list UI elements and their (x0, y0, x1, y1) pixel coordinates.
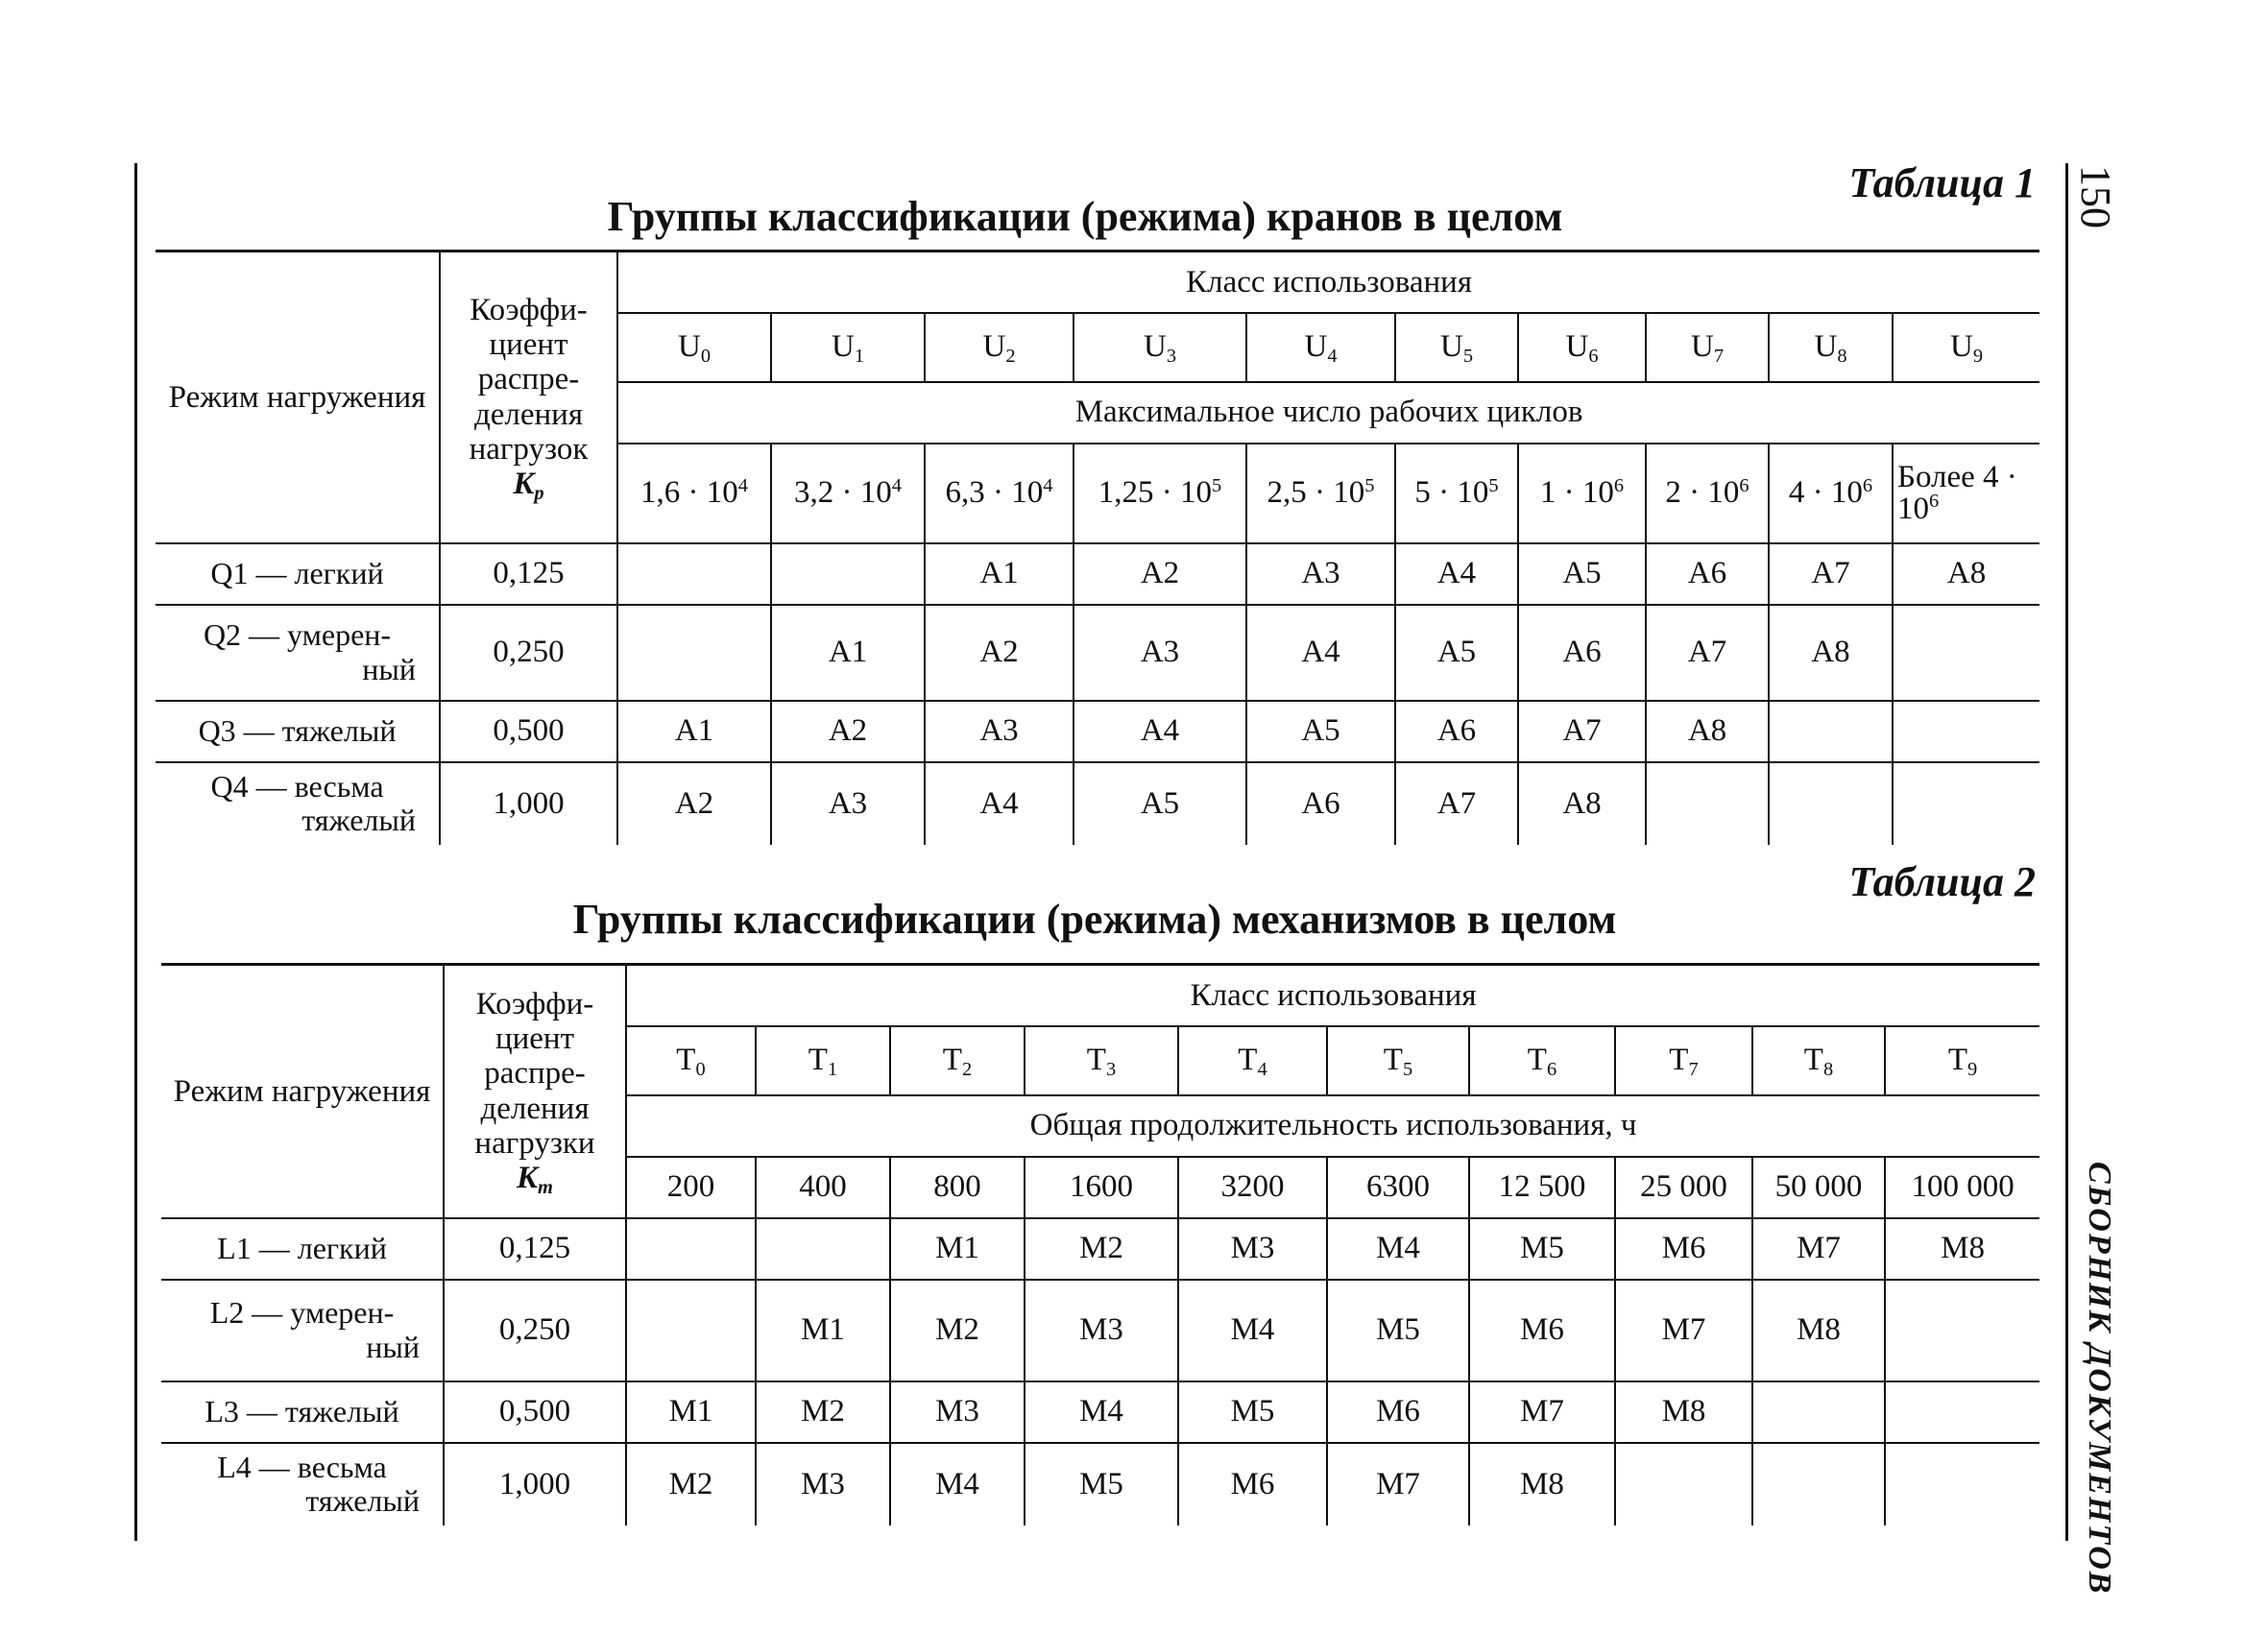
group-cell: A6 (1246, 762, 1395, 845)
group-cell: A7 (1646, 605, 1769, 701)
row-regime (161, 1381, 444, 1443)
coefficient-symbol-base: K (513, 467, 535, 502)
table-row (156, 605, 2039, 701)
class-symbol: U (1565, 329, 1589, 365)
group-cell: A3 (1074, 605, 1246, 701)
class-symbol: U (1304, 329, 1328, 365)
class-subscript: 4 (1257, 1059, 1267, 1081)
group-cell: A8 (1646, 701, 1769, 762)
class-subscript: 3 (1166, 346, 1177, 368)
group-cell: A1 (617, 701, 771, 762)
coefficient-symbol-sub: p (534, 483, 544, 505)
class-cell (1615, 1026, 1752, 1095)
class-cell (617, 313, 771, 382)
metric-value-cell (1469, 1157, 1615, 1218)
group-cell (1769, 762, 1893, 845)
metric-value: 2 · 10 (1665, 475, 1740, 511)
group-cell: A4 (1395, 543, 1518, 605)
metric-value-cell (925, 444, 1074, 543)
class-subscript: 7 (1713, 346, 1725, 368)
class-symbol: T (1669, 1043, 1689, 1078)
group-cell (756, 1218, 890, 1280)
header-row (156, 252, 2039, 313)
group-cell: M8 (1752, 1280, 1885, 1381)
group-cell: M7 (1327, 1443, 1469, 1525)
class-subscript: 8 (1822, 1059, 1834, 1081)
group-cell: A4 (1246, 605, 1395, 701)
group-cell (617, 605, 771, 701)
class-symbol: U (1950, 329, 1973, 365)
class-subscript: 0 (700, 346, 712, 368)
row-regime (156, 543, 440, 605)
metric-exponent: 4 (891, 475, 902, 497)
group-cell: M6 (1469, 1280, 1615, 1381)
group-cell (1769, 701, 1893, 762)
class-cell (1893, 313, 2039, 382)
coefficient-header-label: Коэффи- циент распре- деления нагрузки (474, 986, 595, 1162)
row-regime-line1: L2 — умерен- (209, 1295, 395, 1331)
class-cell (1518, 313, 1646, 382)
class-subscript: 4 (1327, 346, 1338, 368)
table1-caption: Таблица 1 (1848, 159, 2036, 206)
row-regime (156, 605, 440, 701)
metric-value-cell (1615, 1157, 1752, 1218)
metric-value-cell (1752, 1157, 1885, 1218)
group-cell: A2 (617, 762, 771, 845)
table-row (161, 1218, 2039, 1280)
class-header: Класс использования (617, 252, 2039, 313)
row-regime (156, 762, 440, 845)
group-cell (617, 543, 771, 605)
group-cell: M2 (1025, 1218, 1178, 1280)
group-cell: A2 (925, 605, 1074, 701)
right-margin-rule (2065, 163, 2068, 1541)
metric-exponent: 4 (1043, 475, 1053, 497)
class-subscript: 6 (1588, 346, 1599, 368)
metric-value-cell (1769, 444, 1893, 543)
metric-exponent: 6 (1739, 475, 1749, 497)
class-symbol: U (677, 329, 701, 365)
class-cell (1327, 1026, 1469, 1095)
group-cell (1646, 762, 1769, 845)
group-cell: M7 (1615, 1280, 1752, 1381)
group-cell: M5 (1327, 1280, 1469, 1381)
book-title: СБОРНИК ДОКУМЕНТОВ (2082, 1162, 2117, 1596)
metric-value: 6300 (1366, 1169, 1430, 1205)
class-cell (1025, 1026, 1178, 1095)
metric-value: 3200 (1220, 1169, 1285, 1205)
class-subscript: 2 (1005, 346, 1016, 368)
class-subscript: 8 (1837, 346, 1847, 368)
class-symbol: U (1690, 329, 1714, 365)
table2-caption: Таблица 2 (1848, 858, 2036, 905)
metric-value-cell (890, 1157, 1025, 1218)
coefficient-header-label: Коэффи- циент распре- деления нагрузок (469, 292, 589, 468)
group-cell: A7 (1518, 701, 1646, 762)
metric-value: 1600 (1070, 1169, 1133, 1205)
metric-value: 1,6 · 10 (640, 475, 738, 511)
class-symbol: T (1947, 1043, 1968, 1078)
class-cell (1769, 313, 1893, 382)
row-coefficient: 1,000 (444, 1443, 626, 1525)
metric-value: 6,3 · 10 (945, 475, 1044, 511)
row-regime-line1: Q3 — тяжелый (198, 712, 397, 748)
class-symbol: T (1086, 1043, 1106, 1078)
row-regime-line2: тяжелый (302, 803, 416, 837)
class-subscript: 1 (827, 1059, 838, 1081)
group-cell: A6 (1395, 701, 1518, 762)
group-cell: A6 (1646, 543, 1769, 605)
class-cell (1395, 313, 1518, 382)
group-cell: M4 (1178, 1280, 1327, 1381)
group-cell: M5 (1025, 1443, 1178, 1525)
class-symbol: T (1527, 1043, 1547, 1078)
group-cell: M1 (756, 1280, 890, 1381)
metric-value: 5 · 10 (1414, 475, 1489, 511)
class-symbol: U (831, 329, 855, 365)
metric-value: Более 4 · 10 (1897, 459, 2017, 526)
class-subscript: 6 (1546, 1059, 1557, 1081)
table-row (156, 701, 2039, 762)
metric-exponent: 5 (1364, 475, 1375, 497)
group-cell: A7 (1395, 762, 1518, 845)
group-cell (1752, 1381, 1885, 1443)
class-cell (756, 1026, 890, 1095)
group-cell (1885, 1381, 2039, 1443)
group-cell (626, 1280, 756, 1381)
metric-value-cell (771, 444, 925, 543)
table-row (156, 762, 2039, 845)
group-cell: A3 (771, 762, 925, 845)
class-subscript: 9 (1972, 346, 1984, 368)
group-cell: A1 (925, 543, 1074, 605)
group-cell (1893, 701, 2039, 762)
metric-value: 400 (799, 1169, 847, 1205)
class-subscript: 0 (695, 1059, 706, 1081)
group-cell: M2 (756, 1381, 890, 1443)
class-cell (1074, 313, 1246, 382)
group-cell: M6 (1327, 1381, 1469, 1443)
metric-value-cell (617, 444, 771, 543)
group-cell (626, 1218, 756, 1280)
metric-value-cell (1893, 444, 2039, 543)
row-coefficient: 0,500 (444, 1381, 626, 1443)
metric-value-cell (1646, 444, 1769, 543)
group-cell (1885, 1443, 2039, 1525)
group-cell: M5 (1178, 1381, 1327, 1443)
group-cell: A5 (1074, 762, 1246, 845)
metric-header: Общая продолжительность использования, ч (626, 1095, 2039, 1157)
regime-header (156, 252, 440, 543)
table-row (161, 1381, 2039, 1443)
metric-value: 1 · 10 (1539, 475, 1614, 511)
class-cell (771, 313, 925, 382)
group-cell: M1 (626, 1381, 756, 1443)
group-cell: A8 (1769, 605, 1893, 701)
group-cell: A2 (771, 701, 925, 762)
class-cell (925, 313, 1074, 382)
metric-exponent: 4 (737, 475, 748, 497)
metric-value: 1,25 · 10 (1098, 475, 1213, 511)
group-cell: A5 (1518, 543, 1646, 605)
metric-value: 12 500 (1498, 1169, 1586, 1205)
class-symbol: T (942, 1043, 962, 1078)
group-cell: A8 (1893, 543, 2039, 605)
table2 (161, 963, 2039, 1525)
metric-value-cell (1518, 444, 1646, 543)
group-cell (1615, 1443, 1752, 1525)
class-symbol: U (982, 329, 1006, 365)
row-regime (156, 701, 440, 762)
page-number: 150 (2072, 165, 2119, 228)
metric-exponent: 6 (1929, 491, 1940, 513)
row-regime-line2: тяжелый (305, 1483, 420, 1518)
table2-title: Группы классификации (режима) механизмов в целом (572, 896, 1617, 943)
group-cell: A8 (1518, 762, 1646, 845)
metric-header: Максимальное число рабочих циклов (617, 382, 2039, 444)
row-coefficient: 0,125 (444, 1218, 626, 1280)
coefficient-symbol-sub: m (538, 1177, 553, 1199)
table-row (156, 543, 2039, 605)
class-subscript: 7 (1688, 1059, 1699, 1081)
group-cell (1885, 1280, 2039, 1381)
row-coefficient: 1,000 (440, 762, 617, 845)
class-cell (890, 1026, 1025, 1095)
metric-exponent: 5 (1488, 475, 1499, 497)
left-margin-rule (134, 163, 137, 1541)
metric-exponent: 6 (1613, 475, 1625, 497)
group-cell: M3 (756, 1443, 890, 1525)
table-row (161, 1280, 2039, 1381)
class-subscript: 2 (961, 1059, 973, 1081)
row-regime-line1: Q4 — весьма (210, 768, 384, 804)
group-cell: M3 (1178, 1218, 1327, 1280)
group-cell: M7 (1752, 1218, 1885, 1280)
row-regime-line2: ный (366, 1329, 420, 1364)
group-cell: A7 (1769, 543, 1893, 605)
group-cell: M4 (890, 1443, 1025, 1525)
metric-value-cell (1074, 444, 1246, 543)
metric-value-cell (1178, 1157, 1327, 1218)
header-row (161, 965, 2039, 1026)
row-regime-line1: L3 — тяжелый (205, 1393, 399, 1429)
metric-value-cell (1025, 1157, 1178, 1218)
row-regime (161, 1280, 444, 1381)
metric-value: 50 000 (1774, 1169, 1863, 1205)
coefficient-symbol (517, 1161, 553, 1199)
metric-value: 100 000 (1911, 1169, 2015, 1205)
class-symbol: T (1238, 1043, 1258, 1078)
group-cell: M4 (1327, 1218, 1469, 1280)
class-subscript: 5 (1402, 1059, 1413, 1081)
group-cell: M5 (1469, 1218, 1615, 1280)
row-coefficient: 0,125 (440, 543, 617, 605)
group-cell (771, 543, 925, 605)
metric-value-cell (1327, 1157, 1469, 1218)
table1 (156, 250, 2039, 845)
group-cell: A2 (1074, 543, 1246, 605)
metric-value: 200 (666, 1169, 715, 1205)
group-cell: M8 (1615, 1381, 1752, 1443)
metric-value: 2,5 · 10 (1267, 475, 1365, 511)
group-cell: M3 (890, 1381, 1025, 1443)
row-coefficient: 0,250 (444, 1280, 626, 1381)
group-cell: A5 (1395, 605, 1518, 701)
group-cell (1893, 605, 2039, 701)
row-regime (161, 1443, 444, 1525)
coefficient-header (444, 965, 626, 1218)
group-cell: M7 (1469, 1381, 1615, 1443)
group-cell: A4 (1074, 701, 1246, 762)
class-symbol: U (1439, 329, 1463, 365)
metric-value: 800 (933, 1169, 981, 1205)
row-regime (161, 1218, 444, 1280)
row-regime-line1: Q1 — легкий (210, 555, 384, 590)
group-cell: M1 (890, 1218, 1025, 1280)
class-cell (1752, 1026, 1885, 1095)
group-cell: A6 (1518, 605, 1646, 701)
metric-value-cell (756, 1157, 890, 1218)
metric-value-cell (1246, 444, 1395, 543)
group-cell (1752, 1443, 1885, 1525)
group-cell: A3 (925, 701, 1074, 762)
group-cell: M6 (1615, 1218, 1752, 1280)
class-cell (1885, 1026, 2039, 1095)
class-subscript: 5 (1462, 346, 1474, 368)
class-symbol: U (1814, 329, 1838, 365)
group-cell: A3 (1246, 543, 1395, 605)
regime-header-label: Режим нагружения (173, 1073, 431, 1109)
table-row (161, 1443, 2039, 1525)
class-symbol: U (1143, 329, 1167, 365)
coefficient-symbol-base: K (517, 1161, 539, 1196)
metric-value: 4 · 10 (1788, 475, 1863, 511)
group-cell: A5 (1246, 701, 1395, 762)
group-cell: M4 (1025, 1381, 1178, 1443)
group-cell (1893, 762, 2039, 845)
class-subscript: 3 (1105, 1059, 1117, 1081)
metric-exponent: 6 (1862, 475, 1873, 497)
metric-value-cell (1885, 1157, 2039, 1218)
metric-value: 3,2 · 10 (794, 475, 892, 511)
group-cell: M6 (1178, 1443, 1327, 1525)
table1-title: Группы классификации (режима) кранов в целом (607, 193, 1563, 240)
group-cell: M2 (626, 1443, 756, 1525)
row-coefficient: 0,250 (440, 605, 617, 701)
metric-value: 25 000 (1640, 1169, 1727, 1205)
group-cell: M3 (1025, 1280, 1178, 1381)
class-header: Класс использования (626, 965, 2039, 1026)
class-symbol: T (1803, 1043, 1823, 1078)
class-symbol: T (676, 1043, 696, 1078)
regime-header-label: Режим нагружения (168, 379, 426, 415)
group-cell: A4 (925, 762, 1074, 845)
coefficient-symbol (513, 467, 544, 505)
class-cell (626, 1026, 756, 1095)
row-regime-line1: Q2 — умерен- (203, 617, 392, 653)
row-regime-line2: ный (362, 651, 416, 686)
row-regime-line1: L1 — легкий (217, 1230, 387, 1265)
class-cell (1246, 313, 1395, 382)
metric-exponent: 5 (1212, 475, 1222, 497)
metric-value-cell (1395, 444, 1518, 543)
class-cell (1178, 1026, 1327, 1095)
row-regime-line1: L4 — весьма (217, 1449, 387, 1484)
group-cell: M2 (890, 1280, 1025, 1381)
regime-header (161, 965, 444, 1218)
metric-value-cell (626, 1157, 756, 1218)
class-symbol: T (808, 1043, 828, 1078)
class-symbol: T (1383, 1043, 1403, 1078)
group-cell: M8 (1469, 1443, 1615, 1525)
group-cell: M8 (1885, 1218, 2039, 1280)
row-coefficient: 0,500 (440, 701, 617, 762)
class-cell (1469, 1026, 1615, 1095)
class-cell (1646, 313, 1769, 382)
coefficient-header (440, 252, 617, 543)
group-cell: A1 (771, 605, 925, 701)
class-subscript: 9 (1967, 1059, 1978, 1081)
class-subscript: 1 (854, 346, 865, 368)
